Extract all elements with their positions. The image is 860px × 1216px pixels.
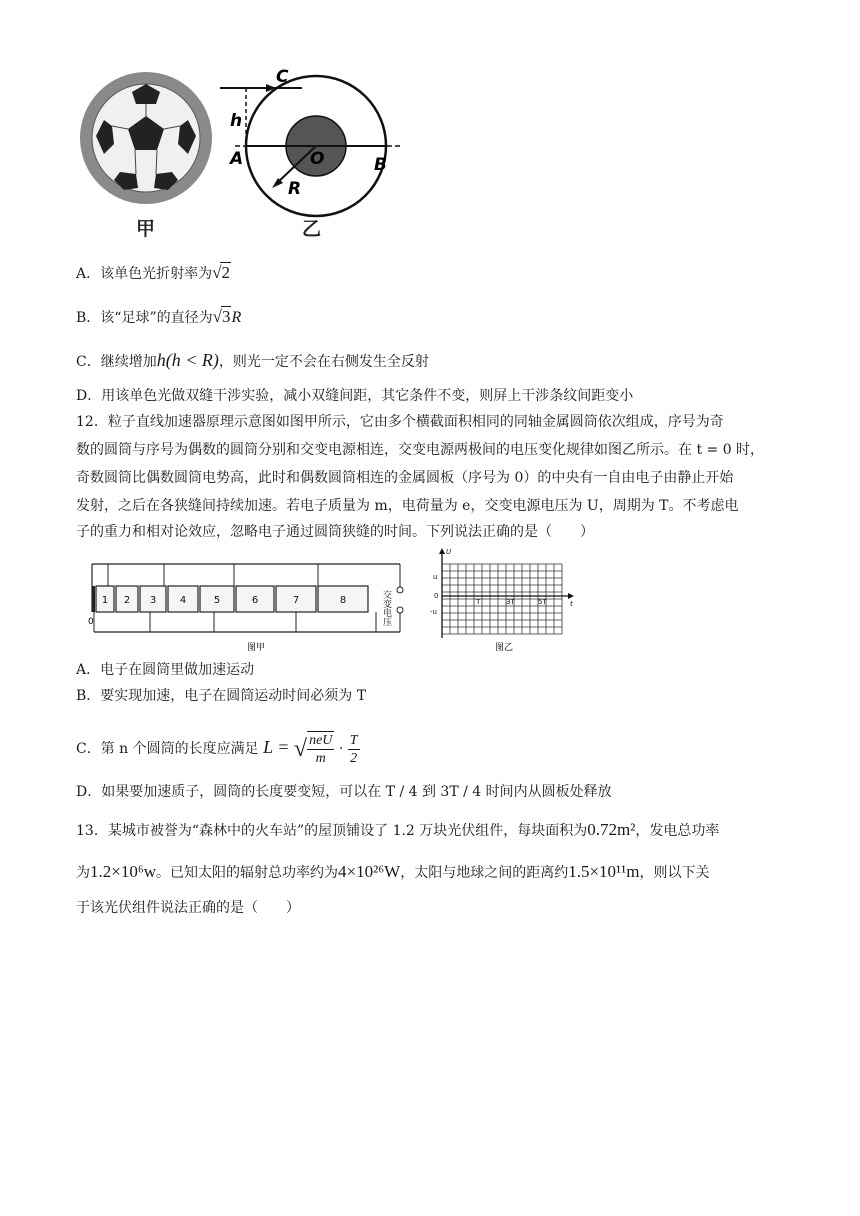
figure-football-and-circle xyxy=(80,60,420,242)
label-R: R xyxy=(288,179,302,199)
label-h: h xyxy=(230,111,243,131)
q13-line-1: 13．某城市被誉为“森林中的火车站”的屋顶铺设了 1.2 万块光伏组件，每块面积为0.72m²，发电总功率 xyxy=(76,820,720,839)
tick-neg-u: -u xyxy=(430,608,437,616)
label-yi: 乙 xyxy=(302,218,322,240)
label-C: C xyxy=(276,67,289,87)
circle-diagram xyxy=(220,76,400,216)
q12-stem-line-1: 12．粒子直线加速器原理示意图如图甲所示，它由多个横截面积相同的同轴金属圆筒依次组成，序号为奇 xyxy=(76,414,724,430)
caption-jia: 图甲 xyxy=(246,643,266,653)
axis-t: t xyxy=(570,600,573,608)
label-jia: 甲 xyxy=(136,218,156,240)
q11-option-d: D．用该单色光做双缝干涉实验，减小双缝间距，其它条件不变，则屏上干涉条纹间距变小 xyxy=(76,388,634,404)
q12-stem-line-2: 数的圆筒与序号为偶数的圆筒分别和交变电源相连，交变电源两极间的电压变化规律如图乙所示。在 t = 0 时， xyxy=(76,442,765,458)
q11-option-b: B．该“足球”的直径为√3R xyxy=(76,307,242,326)
figure-accelerator xyxy=(86,556,412,654)
q13-line-3: 于该光伏组件说法正确的是（ ） xyxy=(76,900,300,916)
axis-U: U xyxy=(446,548,452,556)
tube-label-2: 2 xyxy=(123,595,131,606)
q12-stem-line-4: 发射，之后在各狭缝间持续加速。若电子质量为 m，电荷量为 e，交变电源电压为 U，周期为 T。不考虑电 xyxy=(76,498,739,514)
tube-label-4: 4 xyxy=(179,595,187,606)
q12-stem-line-5: 子的重力和相对论效应，忽略电子通过圆筒狭缝的时间。下列说法正确的是（ ） xyxy=(76,524,594,540)
label-B: B xyxy=(374,155,387,175)
label-O: O xyxy=(310,149,325,169)
q13-line-2: 为1.2×10⁶w。已知太阳的辐射总功率约为4×10²⁶W，太阳与地球之间的距离约1.5×10¹¹m，则以下关 xyxy=(76,862,710,881)
q12-option-a: A．电子在圆筒里做加速运动 xyxy=(76,662,255,678)
label-A: A xyxy=(230,149,244,169)
figure-voltage-graph xyxy=(430,546,576,654)
tick-5T: 5T xyxy=(538,598,547,606)
caption-yi: 图乙 xyxy=(494,643,514,653)
tube-label-6: 6 xyxy=(251,595,259,606)
tube-label-5: 5 xyxy=(213,595,221,606)
tick-u: u xyxy=(433,573,438,581)
q12-stem-line-3: 奇数圆筒比偶数圆筒电势高，此时和偶数圆筒相连的金属圆板（序号为 0）的中央有一自由电子由静止开始 xyxy=(76,470,734,486)
football-image xyxy=(80,72,212,204)
plate-label-0: 0 xyxy=(88,617,94,627)
tube-label-1: 1 xyxy=(101,595,109,606)
tick-3T: 3T xyxy=(506,598,515,606)
tick-0: 0 xyxy=(434,592,439,600)
q11-option-c: C．继续增加h(h < R)，则光一定不会在右侧发生全反射 xyxy=(76,350,429,370)
tube-label-3: 3 xyxy=(149,595,157,606)
tube-label-7: 7 xyxy=(292,595,300,606)
q12-option-c: C．第 n 个圆筒的长度应满足 L = √ $\frac{\text{neU}}{m}$ · $\frac{T}{2}$ xyxy=(76,732,358,766)
q11-option-a: A．该单色光折射率为√2 xyxy=(76,263,230,282)
q12-option-d: D．如果要加速质子，圆筒的长度要变短，可以在 T / 4 到 3T / 4 时间内从圆板处释放 xyxy=(76,784,612,800)
tube-label-8: 8 xyxy=(339,595,347,606)
tick-T: T xyxy=(476,598,481,606)
source-label: 交变电压 xyxy=(381,590,391,626)
q12-option-b: B．要实现加速，电子在圆筒运动时间必须为 T xyxy=(76,688,367,704)
